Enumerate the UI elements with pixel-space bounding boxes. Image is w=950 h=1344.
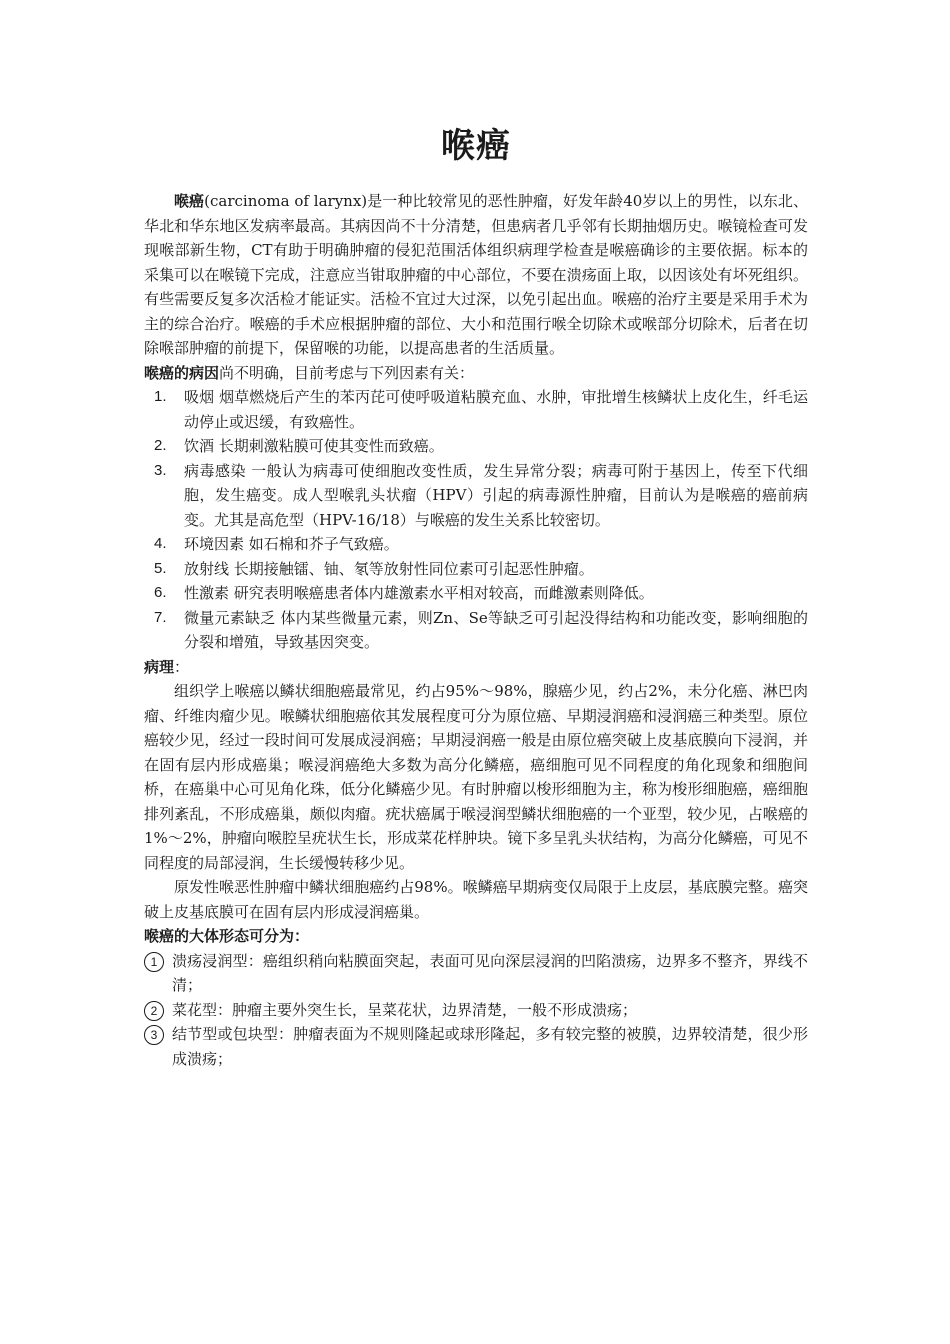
pathology-paragraph-1: 组织学上喉癌以鳞状细胞癌最常见，约占95%～98%，腺癌少见，约占2%，未分化癌、淋巴肉瘤、纤维肉瘤少见。喉鳞状细胞癌依其发展程度可分为原位癌、早期浸润癌和浸润癌三种类型。原位癌较少见，经过一段时间可发展成浸润癌；早期浸润癌一般是由原位癌突破上皮基底膜向下浸润，并在固有层内形成癌巢；喉浸润癌绝大多数为高分化鳞癌，癌细胞可见不同程度的角化现象和细胞间桥，在癌巢中心可见角化珠，低分化鳞癌少见。有时肿瘤以梭形细胞为主，称为梭形细胞癌，癌细胞排列紊乱，不形成癌巢，颇似肉瘤。疣状癌属于喉浸润型鳞状细胞癌的一个亚型，较少见，占喉癌的1%～2%，肿瘤向喉腔呈疣状生长，形成菜花样肿块。镜下多呈乳头状结构，为高分化鳞癌，可见不同程度的局部浸润，生长缓慢转移少见。: [144, 682, 808, 872]
list-item: [144, 606, 808, 655]
list-item: [144, 998, 808, 1023]
causes-heading-rest: 尚不明确，目前考虑与下列因素有关：: [219, 363, 475, 382]
intro-text: (carcinoma of larynx)是一种比较常见的恶性肿瘤，好发年龄40岁以上的男性，以东北、华北和华东地区发病率最高。其病因尚不十分清楚，但患病者几乎邻有长期抽烟历史。喉镜检查可发现喉部新生物，CT有助于明确肿瘤的侵犯范围活体组织病理学检查是喉癌确诊的主要依据。标本的采集可以在喉镜下完成，注意应当钳取肿瘤的中心部位，不要在溃疡面上取，以因该处有坏死组织。有些需要反复多次活检才能证实。活检不宜过大过深，以免引起出血。喉癌的治疗主要是采用手术为主的综合治疗。喉癌的手术应根据肿瘤的部位、大小和范围行喉全切除术或喉部分切除术，后者在切除喉部肿瘤的前提下，保留喉的功能，以提高患者的生活质量。: [144, 192, 808, 357]
list-number: 1.: [154, 388, 167, 405]
list-item: [144, 385, 808, 434]
pathology-heading-colon: ：: [174, 657, 190, 676]
list-item-text: 放射线 长期接触镭、铀、氡等放射性同位素可引起恶性肿瘤。: [184, 559, 594, 578]
list-item: [144, 949, 808, 998]
list-item: [144, 581, 808, 606]
causes-heading: 喉癌的病因: [144, 363, 220, 382]
document-title: 喉癌: [441, 126, 511, 166]
list-number: 6.: [154, 584, 167, 601]
list-item: [144, 557, 808, 582]
list-item: [144, 1022, 808, 1071]
list-item-text: 饮酒 长期刺激粘膜可使其变性而致癌。: [184, 437, 444, 455]
list-item-text: 性激素 研究表明喉癌患者体内雄激素水平相对较高，而雌激素则降低。: [184, 584, 654, 602]
list-item: [144, 532, 808, 557]
list-item-text: 环境因素 如石棉和芥子气致癌。: [184, 535, 399, 553]
list-number: 5.: [154, 559, 167, 577]
list-item-text: 溃疡浸润型：癌组织稍向粘膜面突起，表面可见向深层浸润的凹陷溃疡，边界多不整齐，界线不清；: [172, 951, 808, 994]
list-item: [144, 459, 808, 533]
circled-number: 2: [144, 1001, 164, 1021]
forms-heading: 喉癌的大体形态可分为：: [144, 927, 310, 945]
list-number: 3.: [154, 461, 167, 479]
list-item: [144, 434, 808, 459]
list-number: 7.: [154, 608, 167, 626]
circled-number: 3: [144, 1025, 164, 1045]
list-item-text: 菜花型：肿瘤主要外突生长，呈菜花状，边界清楚，一般不形成溃疡；: [172, 1000, 638, 1019]
pathology-heading-line: [144, 655, 808, 680]
list-item-text: 吸烟 烟草燃烧后产生的苯丙芘可使呼吸道粘膜充血、水肿，审批增生核鳞状上皮化生，纤毛运动停止或迟缓，有致癌性。: [184, 388, 808, 431]
causes-list: [144, 385, 808, 655]
intro-term: 喉癌: [174, 192, 205, 210]
list-item-text: 病毒感染 一般认为病毒可使细胞改变性质，发生异常分裂；病毒可附于基因上，传至下代细胞，发生癌变。成人型喉乳头状瘤（HPV）引起的病毒源性肿瘤，目前认为是喉癌的癌前病变。尤其是高危型（HPV-16/18）与喉癌的发生关系比较密切。: [184, 461, 808, 529]
circled-number: 1: [144, 952, 164, 972]
pathology-paragraph-2: 原发性喉恶性肿瘤中鳞状细胞癌约占98%。喉鳞癌早期病变仅局限于上皮层，基底膜完整。癌突破上皮基底膜可在固有层内形成浸润癌巢。: [144, 878, 808, 921]
list-number: 4.: [154, 535, 167, 552]
list-item-text: 结节型或包块型：肿瘤表面为不规则隆起或球形隆起，多有较完整的被膜，边界较清楚，很少形成溃疡；: [172, 1025, 808, 1068]
forms-list: [144, 949, 808, 1072]
document-page: [144, 118, 808, 1071]
list-number: 2.: [154, 437, 167, 454]
pathology-heading: 病理: [144, 657, 175, 676]
intro-paragraph: [144, 189, 808, 361]
list-item-text: 微量元素缺乏 体内某些微量元素，则Zn、Se等缺乏可引起没得结构和功能改变，影响细胞的分裂和增殖，导致基因突变。: [184, 608, 808, 651]
causes-heading-line: [144, 361, 808, 386]
